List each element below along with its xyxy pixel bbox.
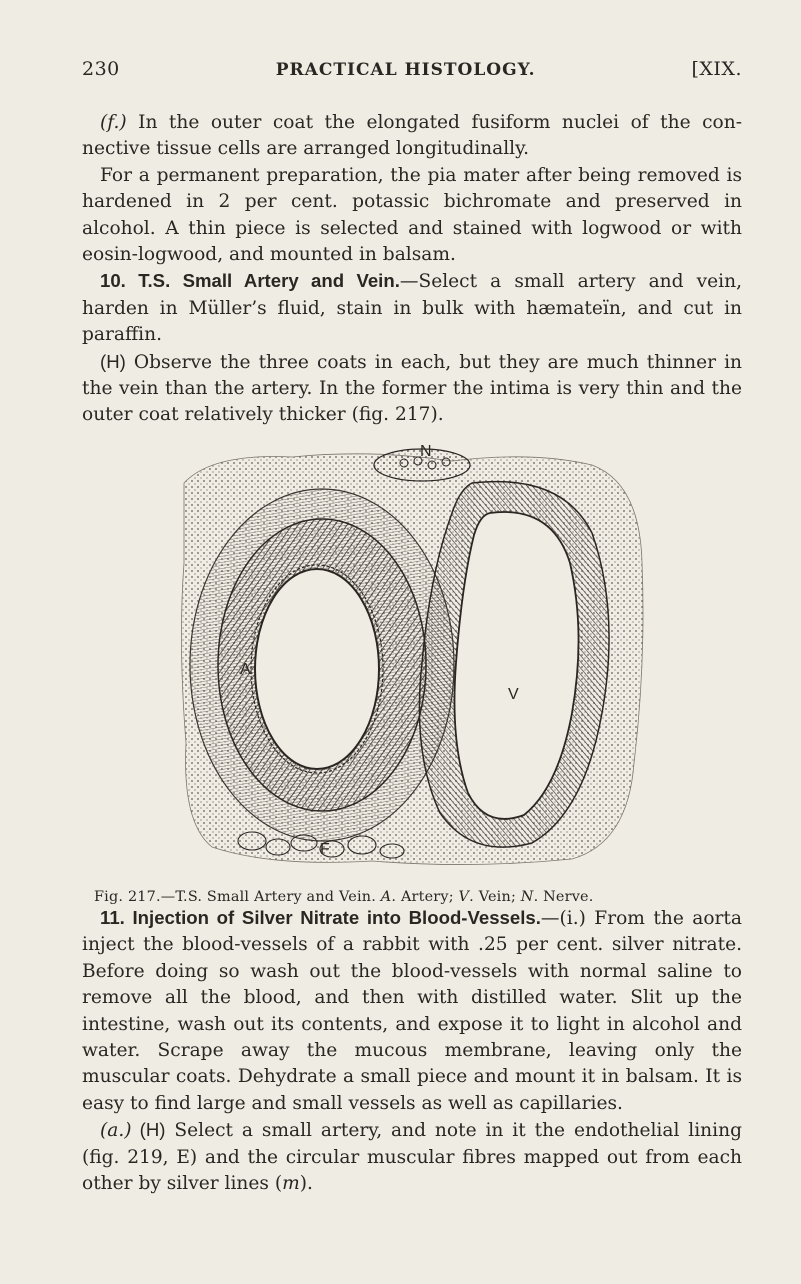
paragraph-permanent-preparation: For a permanent preparation, the pia mater after being removed is hardened in 2 per cent. potassic bichromate and preserved in alcohol. A thin piece is selected and stained with logwood or with eosin-logwood, and mounted in balsam.	[82, 164, 742, 266]
label-nerve: N	[420, 442, 432, 460]
section-10-text: —Select a small artery and vein, harden in Müller’s fluid, stain in bulk with hæmateïn, and cut in paraffin.	[82, 271, 742, 346]
section-10-heading: 10. T.S. Small Artery and Vein.	[100, 270, 400, 292]
figure-217	[82, 443, 742, 905]
paragraph-h	[82, 349, 742, 429]
page	[82, 58, 742, 1197]
chapter-number: [XIX.	[691, 58, 742, 80]
section-11-text: —(i.) From the aorta inject the blood-vessels of a rabbit with .25 per cent. silver nitrate. Before doing so wash out the blood-vessels with normal saline to remove all the blood, and then with distilled water. Slit up the intestine, wash out its contents, and expose it to light in alcohol and water. Scrape away the mucous membrane, leaving only the muscular coats. Dehydrate a small piece and mount it in balsam. It is easy to find large and small vessels as well as capillaries.	[82, 907, 742, 1114]
paragraph-h-text: Observe the three coats in each, but they are much thinner in the vein than the artery. In the former the intima is very thin and the outer coat relatively thicker (fig. 217).	[82, 351, 742, 426]
section-11	[82, 905, 742, 1117]
label-fat: F	[320, 840, 330, 858]
figure-illustration	[172, 443, 652, 873]
label-artery: A	[240, 660, 251, 678]
figure-caption: Fig. 217.—T.S. Small Artery and Vein. A. Artery; V. Vein; N. Nerve.	[94, 888, 594, 905]
paragraph-a: (a.) (H) Select a small artery, and note in it the endothelial lining (fig. 219, E) and the circular muscular fibres mapped out from each other by silver lines (m).	[82, 1119, 742, 1194]
artery-vein-drawing	[172, 443, 652, 873]
section-10	[82, 268, 742, 348]
artery-lumen	[255, 569, 379, 769]
paragraph-h-tag: (H)	[100, 350, 126, 372]
page-number: 230	[82, 58, 120, 80]
section-11-heading: 11. Injection of Silver Nitrate into Blood-Vessels.	[100, 906, 541, 928]
label-vein: V	[508, 685, 519, 703]
paragraph-f-tag: (f.)	[100, 112, 127, 133]
paragraph-f-text: In the outer coat the elongated fusiform nuclei of the connective tissue cells are arranged longitudinally.	[82, 112, 742, 160]
paragraph-f	[82, 110, 742, 163]
running-head	[82, 58, 742, 88]
running-title: PRACTICAL HISTOLOGY.	[275, 60, 536, 80]
